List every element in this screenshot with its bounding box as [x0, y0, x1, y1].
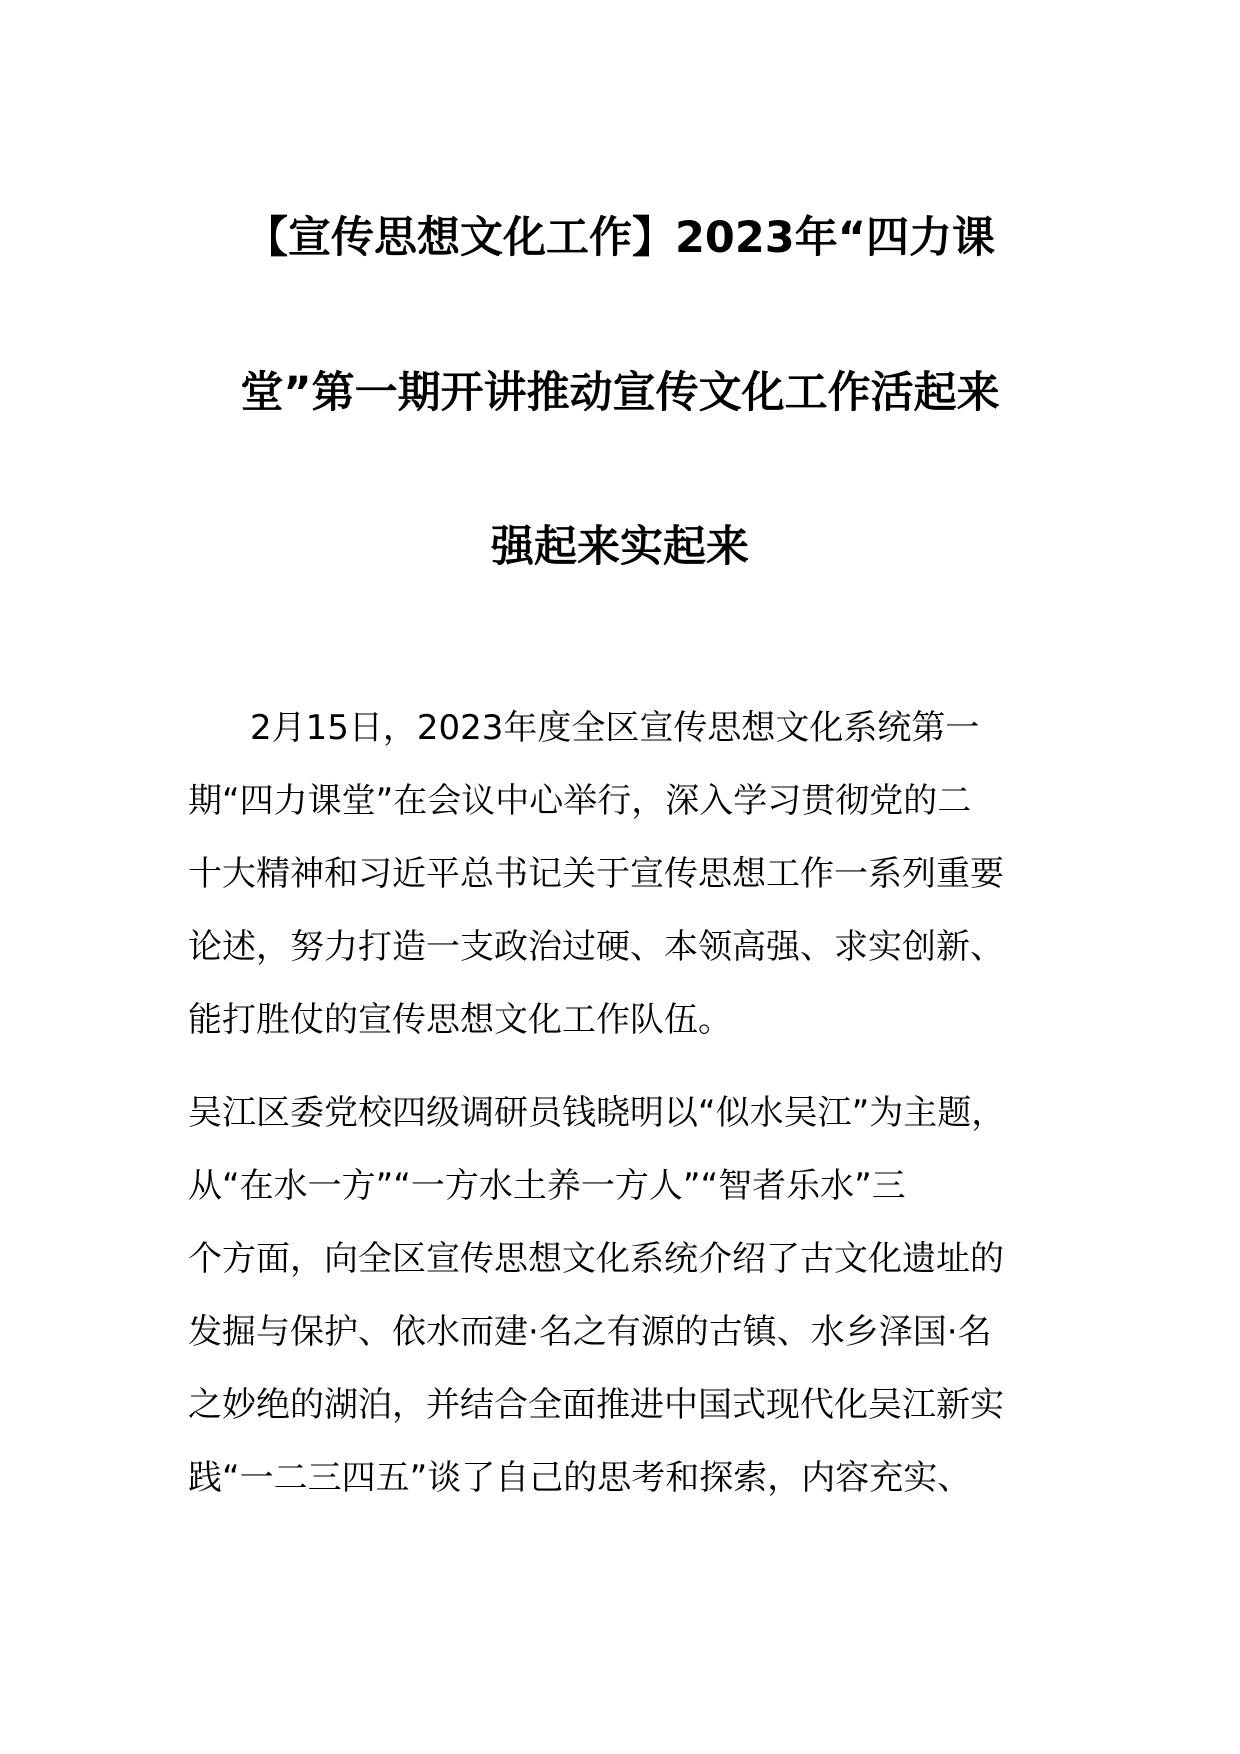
- document-title-line-3: 强起来实起来: [491, 522, 749, 572]
- paragraph-1-line: 2月15日，2023年度全区宣传思想文化系统第一: [250, 708, 980, 748]
- paragraph-1-line: 十大精神和习近平总书记关于宣传思想工作一系列重要: [188, 854, 1004, 894]
- paragraph-2-line: 践“一二三四五”谈了自己的思考和探索，内容充实、: [188, 1458, 972, 1498]
- document-title-line-1: 【宣传思想文化工作】2023年“四力课: [245, 213, 995, 263]
- paragraph-2-line: 吴江区委党校四级调研员钱晓明以“似水吴江”为主题，: [188, 1093, 1006, 1133]
- paragraph-2-line: 发掘与保护、依水而建·名之有源的古镇、水乡泽国·名: [188, 1312, 992, 1352]
- paragraph-2-line: 之妙绝的湖泊，并结合全面推进中国式现代化吴江新实: [188, 1385, 1004, 1425]
- paragraph-1-line: 能打胜仗的宣传思想文化工作队伍。: [188, 1000, 732, 1040]
- paragraph-1-line: 期“四力课堂”在会议中心举行，深入学习贯彻党的二: [188, 781, 972, 821]
- document-title-line-2: 堂”第一期开讲推动宣传文化工作活起来: [240, 368, 1000, 418]
- paragraph-1-line: 论述，努力打造一支政治过硬、本领高强、求实创新、: [188, 927, 1004, 967]
- paragraph-2-line: 从“在水一方”“一方水土养一方人”“智者乐水”三: [188, 1166, 906, 1206]
- paragraph-2-line: 个方面，向全区宣传思想文化系统介绍了古文化遗址的: [188, 1239, 1004, 1279]
